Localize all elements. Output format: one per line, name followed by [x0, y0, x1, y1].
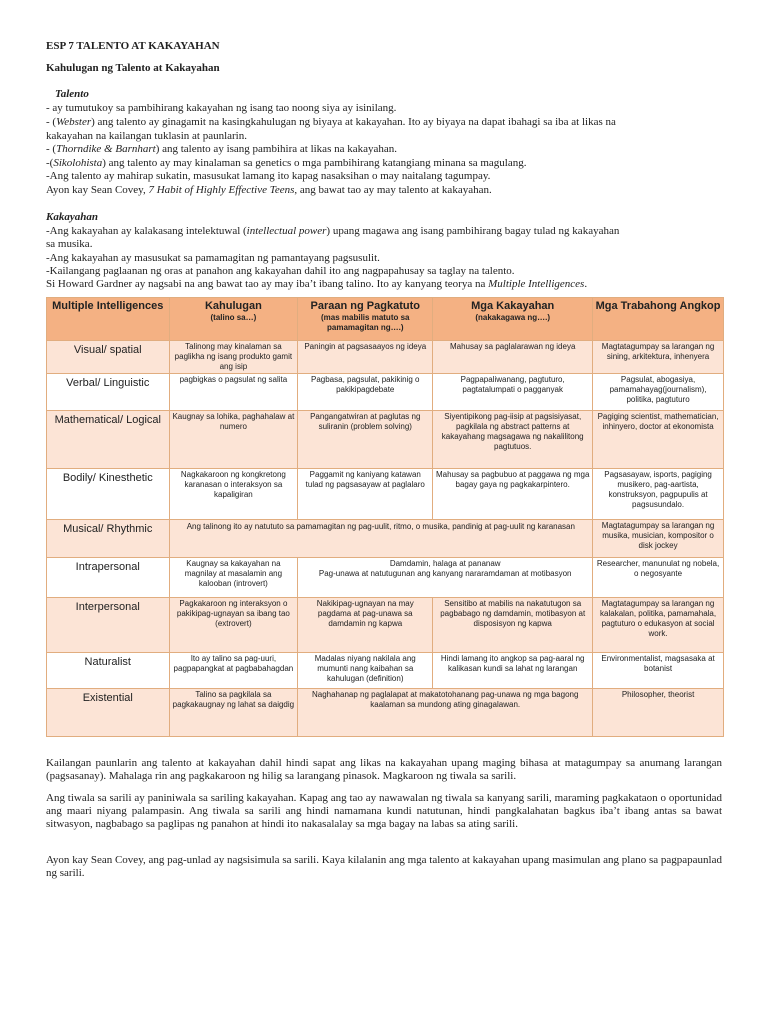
talento-line-2: - (Webster) ang talento ay ginagamit na kasingkahulugan ng biyaya at kakayahan. Ito ay biyaya na dapat ibahagi sa iba at likas na [46, 116, 616, 128]
table-row [47, 520, 724, 558]
kahulugan-cell: Kaugnay sa lohika, paghahalaw at numero [169, 411, 298, 469]
trabaho-cell: Magtatagumpay sa larangan ng musika, musician, kompositor o disk jockey [593, 520, 724, 558]
paragraph-pag-unlad: Ayon kay Sean Covey, ang pag-unlad ay nagsisimula sa sarili. Kaya kilalanin ang mga talento at kakayahan upang masimulan ang plano sa pagpapaunlad ng sarili. [46, 854, 722, 879]
kakayahan-cell: Mahusay sa paglalarawan ng ideya [433, 341, 593, 374]
kakayahan-line-3: -Ang kakayahan ay masusukat sa pamamagitan ng pamantayang pagsusulit. [46, 252, 380, 264]
document-title: ESP 7 TALENTO AT KAKAYAHAN [46, 40, 220, 52]
kahulugan-cell: Nagkakaroon ng kongkretong karanasan o interaksyon sa kapaligiran [169, 469, 298, 520]
paraan-cell: Madalas niyang nakilala ang mumunti nang kaibahan sa kahulugan (definition) [298, 653, 433, 689]
trabaho-cell: Philosopher, theorist [593, 689, 724, 737]
talento-heading: Talento [55, 88, 89, 100]
table-header-cell: Mga Trabahong Angkop [593, 298, 724, 341]
paragraph-tiwala-sa-sarili: Ang tiwala sa sarili ay paniniwala sa sariling kakayahan. Kapag ang tao ay nawawalan ng tiwala sa kanyang sarili, maraming pagkakataon o oportunidad ang maari niyang palampasin. Ang tiwala sa sarili ang hindi namamana kundi natutunan, hindi pangkalahatan bagkus iba’t ibang antas sa bawat sitwasyon, nagbabago sa paglipas ng panahon at hindi ito nakasalalay sa mga bagay na labas sa ating sarili. [46, 792, 722, 830]
kakayahan-line-2: sa musika. [46, 238, 93, 250]
trabaho-cell: Pagsasayaw, isports, pagiging musikero, pag-aartista, konstruksyon, pagpupulis at pagsusundalo. [593, 469, 724, 520]
trabaho-cell: Researcher, manunulat ng nobela, o negosyante [593, 558, 724, 598]
table-header-cell: Kahulugan (talino sa…) [169, 298, 298, 341]
kahulugan-cell: Ito ay talino sa pag-uuri, pagpapangkat at pagbabahagdan [169, 653, 298, 689]
table-row [47, 558, 724, 598]
mi-name-cell: Visual/ spatial [47, 341, 170, 374]
kakayahan-line-4: -Kailangang paglaanan ng oras at panahon ang kakayahan dahil ito ang nagpapahusay sa taglay na talento. [46, 265, 515, 277]
table-row [47, 598, 724, 653]
kahulugan-cell: pagbigkas o pagsulat ng salita [169, 374, 298, 411]
table-header-row [47, 298, 724, 341]
trabaho-cell: Magtatagumpay sa larangan ng sining, arkitektura, inhenyera [593, 341, 724, 374]
table-row [47, 411, 724, 469]
table-header-cell: Multiple Intelligences [47, 298, 170, 341]
mi-name-cell: Naturalist [47, 653, 170, 689]
paraan-cell: Paningin at pagsasaayos ng ideya [298, 341, 433, 374]
table-row [47, 374, 724, 411]
mi-name-cell: Musical/ Rhythmic [47, 520, 170, 558]
paraan-cell: Pagbasa, pagsulat, pakikinig o pakikipagdebate [298, 374, 433, 411]
table-row [47, 653, 724, 689]
kakayahan-cell: Mahusay sa pagbubuo at paggawa ng mga bagay gaya ng pagkakarpintero. [433, 469, 593, 520]
multiple-intelligences-table [46, 297, 724, 737]
kakayahan-line-5: Si Howard Gardner ay nagsabi na ang bawat tao ay may iba’t ibang talino. Ito ay kanyang teorya na Multiple Intelligences. [46, 278, 588, 290]
kahulugan-cell: Talino sa pagkilala sa pagkakaugnay ng lahat sa daigdig [169, 689, 298, 737]
mi-name-cell: Mathematical/ Logical [47, 411, 170, 469]
kakayahan-cell: Pagpapaliwanang, pagtuturo, pagtatalumpati o pagganyak [433, 374, 593, 411]
paragraph-pagsasanay: Kailangan paunlarin ang talento at kakayahan dahil hindi sapat ang likas na kakayahan upang maging bihasa at matagumpay sa anumang larangan (pagsasanay). Mahalaga rin ang pagkakaroon ng hilig sa larangang pinasok. Magkaroon ng tiwala sa sarili. [46, 757, 722, 782]
merged-description-cell: Naghahanap ng paglalapat at makatotohanang pag-unawa ng mga bagong kaalaman sa mundong ating ginagalawan. [298, 689, 593, 737]
document-subtitle: Kahulugan ng Talento at Kakayahan [46, 62, 220, 74]
talento-line-4: - (Thorndike & Barnhart) ang talento ay isang pambihira at likas na kakayahan. [46, 143, 398, 155]
mi-name-cell: Bodily/ Kinesthetic [47, 469, 170, 520]
kahulugan-cell: Kaugnay sa kakayahan na magnilay at masalamin ang kalooban (introvert) [169, 558, 298, 598]
merged-description-cell: Ang talinong ito ay natututo sa pamamagitan ng pag-uulit, ritmo, o musika, pandinig at pag-uulit ng karanasan [169, 520, 593, 558]
mi-name-cell: Existential [47, 689, 170, 737]
paraan-cell: Paggamit ng kaniyang katawan tulad ng pagsasayaw at paglalaro [298, 469, 433, 520]
talento-line-1: - ay tumutukoy sa pambihirang kakayahan ng isang tao noong siya ay isinilang. [46, 102, 397, 114]
talento-line-7: Ayon kay Sean Covey, 7 Habit of Highly Effective Teens, ang bawat tao ay may talento at kakayahan. [46, 184, 492, 196]
trabaho-cell: Pagsulat, abogasiya, pamamahayag(journalism), politika, pagtuturo [593, 374, 724, 411]
paraan-cell: Pangangatwiran at paglutas ng suliranin (problem solving) [298, 411, 433, 469]
table-row [47, 341, 724, 374]
trabaho-cell: Environmentalist, magsasaka at botanist [593, 653, 724, 689]
mi-name-cell: Interpersonal [47, 598, 170, 653]
table-row [47, 469, 724, 520]
table-header-cell: Paraan ng Pagkatuto (mas mabilis matuto sa pamamagitan ng….) [298, 298, 433, 341]
kahulugan-cell: Talinong may kinalaman sa paglikha ng isang produkto gamit ang isip [169, 341, 298, 374]
talento-line-5: -(Sikolohista) ang talento ay may kinalaman sa genetics o mga pambihirang katangiang minana sa magulang. [46, 157, 527, 169]
kakayahan-heading: Kakayahan [46, 211, 98, 223]
talento-line-6: -Ang talento ay mahirap sukatin, masusukat lamang ito kapag nasaksihan o may naitalang tagumpay. [46, 170, 491, 182]
table-row [47, 689, 724, 737]
kakayahan-line-1: -Ang kakayahan ay kalakasang intelektuwal (intellectual power) upang magawa ang isang pambihirang bagay tulad ng kakayahan [46, 225, 620, 237]
kakayahan-cell: Sensitibo at mabilis na nakatutugon sa pagbabago ng damdamin, motibasyon at disposisyon ng kapwa [433, 598, 593, 653]
trabaho-cell: Magtatagumpay sa larangan ng kalakalan, politika, pamamahala, pagtuturo o edukasyon at social work. [593, 598, 724, 653]
kahulugan-cell: Pagkakaroon ng interaksyon o pakikipag-ugnayan sa ibang tao (extrovert) [169, 598, 298, 653]
talento-line-3: kakayahan na kailangan tuklasin at paunlarin. [46, 130, 247, 142]
kakayahan-cell: Siyentipikong pag-iisip at pagsisiyasat, pagkilala ng abstract patterns at kakayahang magsagawa ng nakalilitong pagtutuos. [433, 411, 593, 469]
table-header-cell: Mga Kakayahan (nakakagawa ng….) [433, 298, 593, 341]
trabaho-cell: Pagiging scientist, mathematician, inhinyero, doctor at ekonomista [593, 411, 724, 469]
mi-name-cell: Intrapersonal [47, 558, 170, 598]
kakayahan-cell: Hindi lamang ito angkop sa pag-aaral ng kalikasan kundi sa lahat ng larangan [433, 653, 593, 689]
mi-name-cell: Verbal/ Linguistic [47, 374, 170, 411]
paraan-cell: Nakikipag-ugnayan na may pagdama at pag-unawa sa damdamin ng kapwa [298, 598, 433, 653]
merged-description-cell: Damdamin, halaga at pananaw Pag-unawa at natutugunan ang kanyang nararamdaman at motibasyon [298, 558, 593, 598]
